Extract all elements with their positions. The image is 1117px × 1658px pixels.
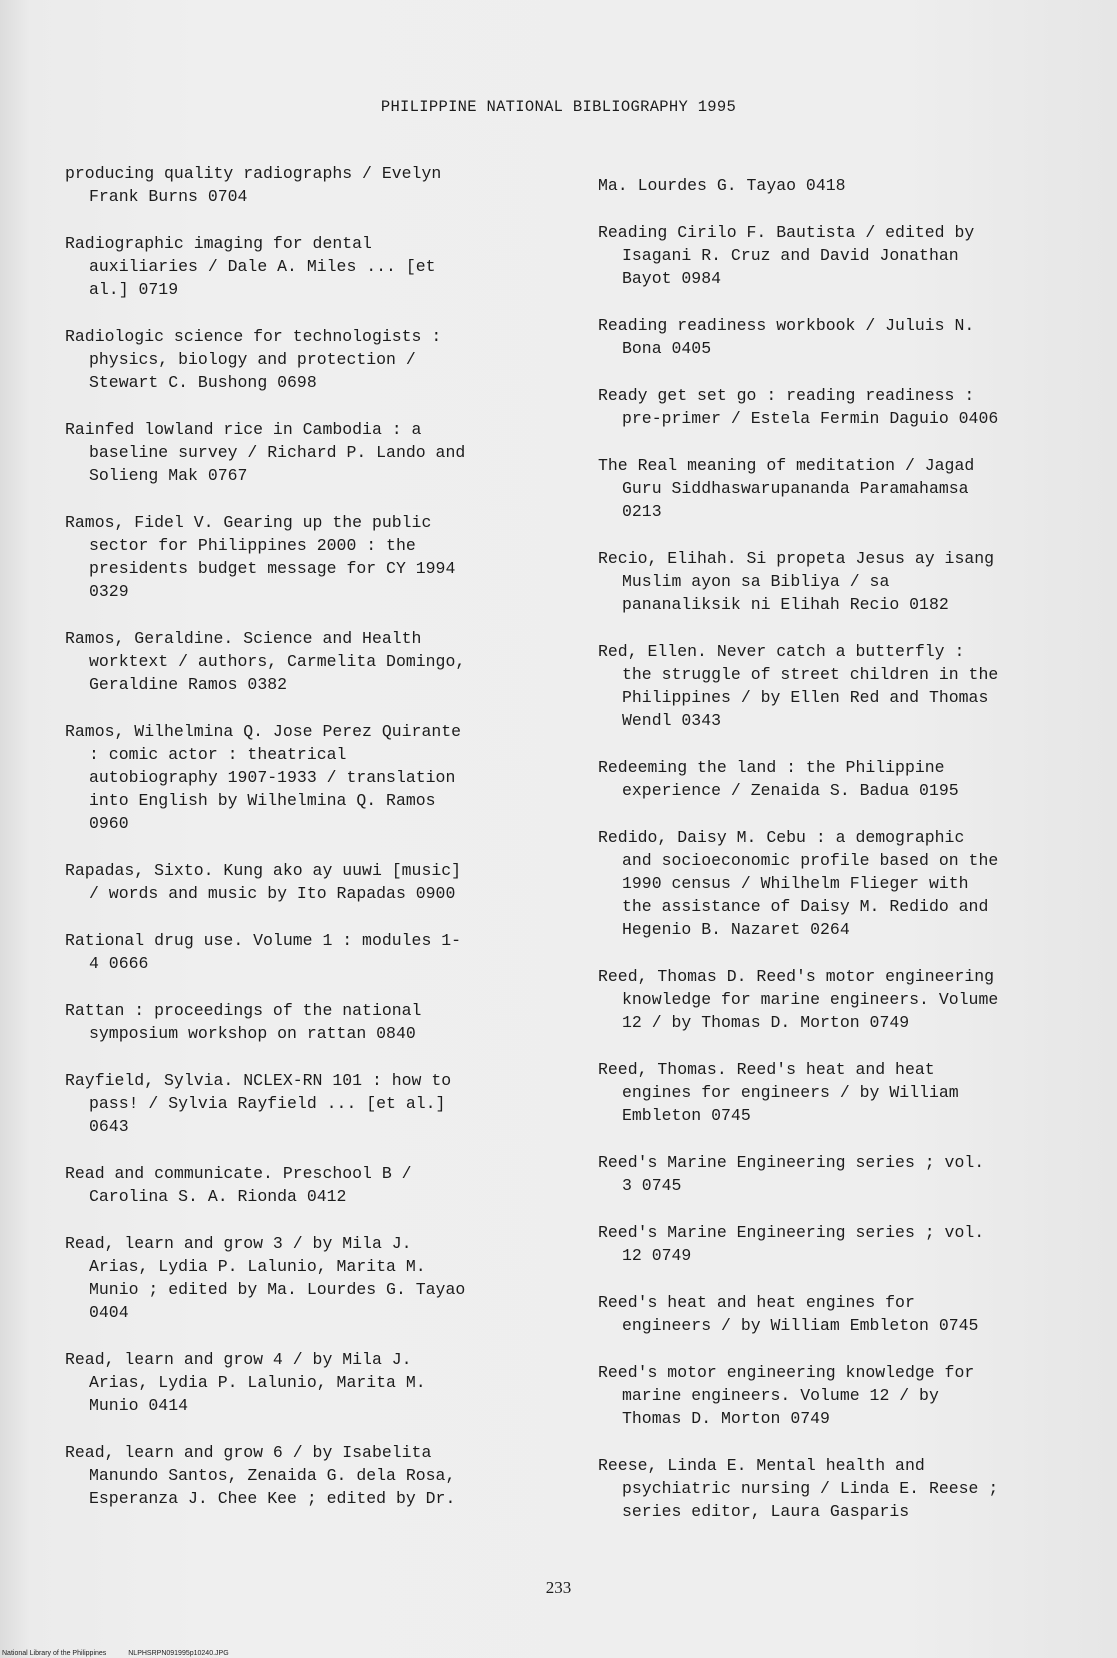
footer-filename: NLPHSRPN091995p10240.JPG — [128, 1650, 229, 1657]
bibliography-entry: producing quality radiographs / Evelyn Frank Burns 0704 — [65, 164, 442, 206]
bibliography-entry: Rational drug use. Volume 1 : modules 1- 4 0666 — [65, 931, 462, 973]
footer-library: National Library of the Philippines — [2, 1650, 107, 1657]
bibliography-entry: Reed, Thomas. Reed's heat and heat engines for engineers / by William Embleton 0745 — [598, 1060, 959, 1125]
bibliography-entry: Redido, Daisy M. Cebu : a demographic and socioeconomic profile based on the 1990 census / Whilhelm Flieger with the assistance of Daisy M. Redido and Hegenio B. Nazaret 0264 — [598, 828, 999, 939]
bibliography-entry: Rainfed lowland rice in Cambodia : a baseline survey / Richard P. Lando and Solieng Mak 0767 — [65, 420, 466, 485]
bibliography-entry: Reed, Thomas D. Reed's motor engineering knowledge for marine engineers. Volume 12 / by Thomas D. Morton 0749 — [598, 967, 999, 1032]
bibliography-entry: Ramos, Fidel V. Gearing up the public sector for Philippines 2000 : the presidents budget message for CY 1994 0329 — [65, 513, 456, 601]
bibliography-entry: Reed's Marine Engineering series ; vol. 3 0745 — [598, 1153, 985, 1195]
right-column — [598, 162, 1103, 1547]
bibliography-entry: Reed's heat and heat engines for engineers / by William Embleton 0745 — [598, 1293, 979, 1335]
bibliography-entry: Rapadas, Sixto. Kung ako ay uuwi [music] / words and music by Ito Rapadas 0900 — [65, 861, 462, 903]
bibliography-entry: Rattan : proceedings of the national symposium workshop on rattan 0840 — [65, 1001, 422, 1043]
bibliography-entry: Reed's motor engineering knowledge for marine engineers. Volume 12 / by Thomas D. Morton 0749 — [598, 1363, 975, 1428]
bibliography-entry: Read, learn and grow 4 / by Mila J. Arias, Lydia P. Lalunio, Marita M. Munio 0414 — [65, 1350, 426, 1415]
bibliography-entry: Reading readiness workbook / Juluis N. Bona 0405 — [598, 316, 975, 358]
bibliography-entry: Read, learn and grow 3 / by Mila J. Arias, Lydia P. Lalunio, Marita M. Munio ; edited by Ma. Lourdes G. Tayao 0404 — [65, 1234, 466, 1322]
bibliography-entry: Read, learn and grow 6 / by Isabelita Manundo Santos, Zenaida G. dela Rosa, Esperanza J. Chee Kee ; edited by Dr. — [65, 1443, 456, 1508]
left-column — [65, 162, 565, 1534]
bibliography-entry: The Real meaning of meditation / Jagad Guru Siddhaswarupananda Paramahamsa 0213 — [598, 456, 975, 521]
bibliography-entry: Recio, Elihah. Si propeta Jesus ay isang Muslim ayon sa Bibliya / sa pananaliksik ni Elihah Recio 0182 — [598, 549, 995, 614]
bibliography-entry: Radiographic imaging for dental auxiliaries / Dale A. Miles ... [et al.] 0719 — [65, 234, 436, 299]
bibliography-entry: Ready get set go : reading readiness : pre-primer / Estela Fermin Daguio 0406 — [598, 386, 999, 428]
bibliography-entry: Ma. Lourdes G. Tayao 0418 — [598, 176, 846, 195]
bibliography-entry: Red, Ellen. Never catch a butterfly : the struggle of street children in the Philippines / by Ellen Red and Thomas Wendl 0343 — [598, 642, 999, 730]
page-number: 233 — [545, 1578, 572, 1597]
bibliography-entry: Radiologic science for technologists : physics, biology and protection / Stewart C. Bushong 0698 — [65, 327, 442, 392]
page-header: PHILIPPINE NATIONAL BIBLIOGRAPHY 1995 — [380, 98, 737, 116]
bibliography-entry: Redeeming the land : the Philippine experience / Zenaida S. Badua 0195 — [598, 758, 959, 800]
bibliography-entry: Reading Cirilo F. Bautista / edited by Isagani R. Cruz and David Jonathan Bayot 0984 — [598, 223, 975, 288]
scan-footer — [2, 1650, 249, 1657]
bibliography-entry: Reese, Linda E. Mental health and psychiatric nursing / Linda E. Reese ; series editor, Laura Gasparis — [598, 1456, 999, 1521]
bibliography-entry: Read and communicate. Preschool B / Carolina S. A. Rionda 0412 — [65, 1164, 412, 1206]
bibliography-entry: Ramos, Geraldine. Science and Health worktext / authors, Carmelita Domingo, Geraldine Ramos 0382 — [65, 629, 466, 694]
bibliography-entry: Reed's Marine Engineering series ; vol. 12 0749 — [598, 1223, 985, 1265]
bibliography-entry: Rayfield, Sylvia. NCLEX-RN 101 : how to pass! / Sylvia Rayfield ... [et al.] 0643 — [65, 1071, 452, 1136]
bibliography-entry: Ramos, Wilhelmina Q. Jose Perez Quirante : comic actor : theatrical autobiography 1907-1933 / translation into English by Wilhelmina Q. Ramos 0960 — [65, 722, 462, 833]
